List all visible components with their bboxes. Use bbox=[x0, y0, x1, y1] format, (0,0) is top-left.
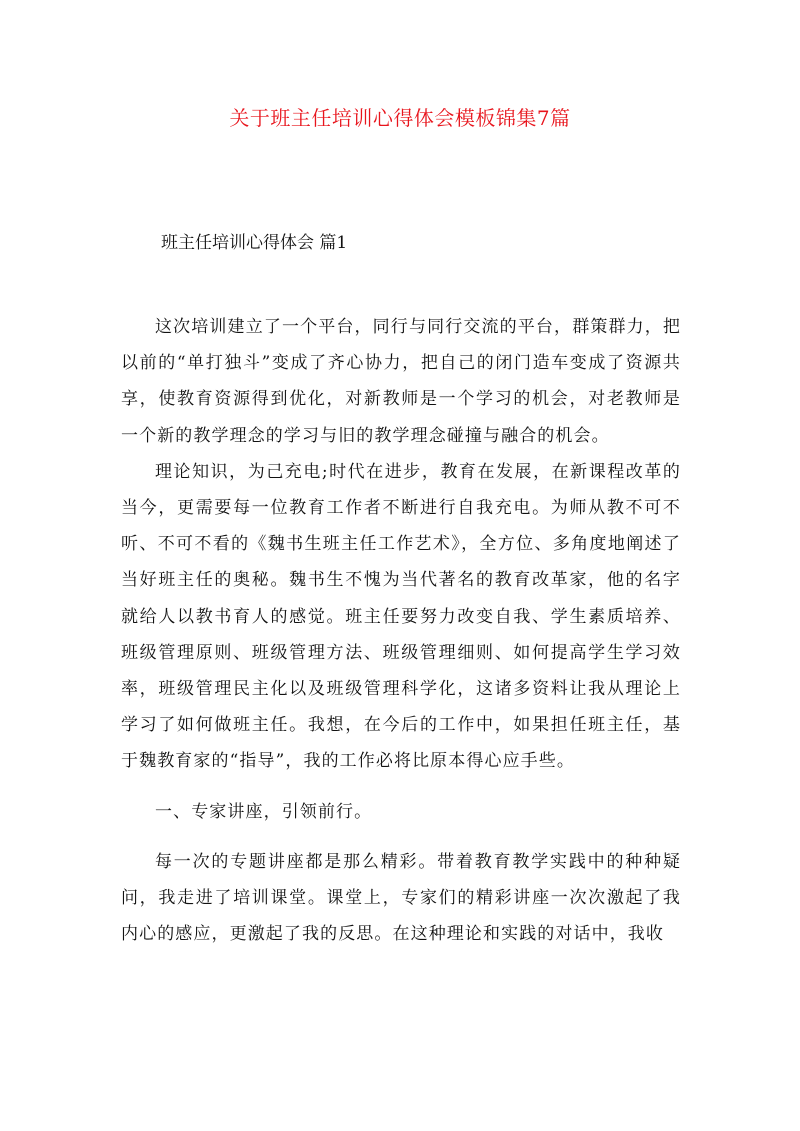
paragraph: 理论知识，为己充电;时代在进步，教育在发展，在新课程改革的当今，更需要每一位教育工作者不断进行自我充电。为师从教不可不听、不可不看的《魏书生班主任工作艺术》，全方位、多角度地阐述了当好班主任的奥秘。魏书生不愧为当代著名的教育改革家，他的名字就给人以教书育人的感觉。班主任要努力改变自我、学生素质培养、班级管理原则、班级管理方法、班级管理细则、如何提高学生学习效率，班级管理民主化以及班级管理科学化，这诸多资料让我从理论上学习了如何做班主任。我想，在今后的工作中，如果担任班主任，基于魏教育家的“指导”，我的工作必将比原本得心应手些。 bbox=[121, 461, 681, 772]
subsection-heading: 一、专家讲座，引领前行。 bbox=[155, 801, 373, 822]
section-heading: 班主任培训心得体会 篇1 bbox=[161, 233, 348, 253]
document-body bbox=[121, 309, 681, 966]
document-title: 关于班主任培训心得体会模板锦集7篇 bbox=[229, 106, 571, 130]
paragraph: 每一次的专题讲座都是那么精彩。带着教育教学实践中的种种疑问，我走进了培训课堂。课堂上，专家们的精彩讲座一次次激起了我内心的感应，更激起了我的反思。在这种理论和实践的对话中，我收 bbox=[121, 851, 681, 945]
paragraph: 这次培训建立了一个平台，同行与同行交流的平台，群策群力，把以前的“单打独斗”变成了齐心协力，把自己的闭门造车变成了资源共享，使教育资源得到优化，对新教师是一个学习的机会，对老教师是一个新的教学理念的学习与旧的教学理念碰撞与融合的机会。 bbox=[121, 317, 681, 446]
